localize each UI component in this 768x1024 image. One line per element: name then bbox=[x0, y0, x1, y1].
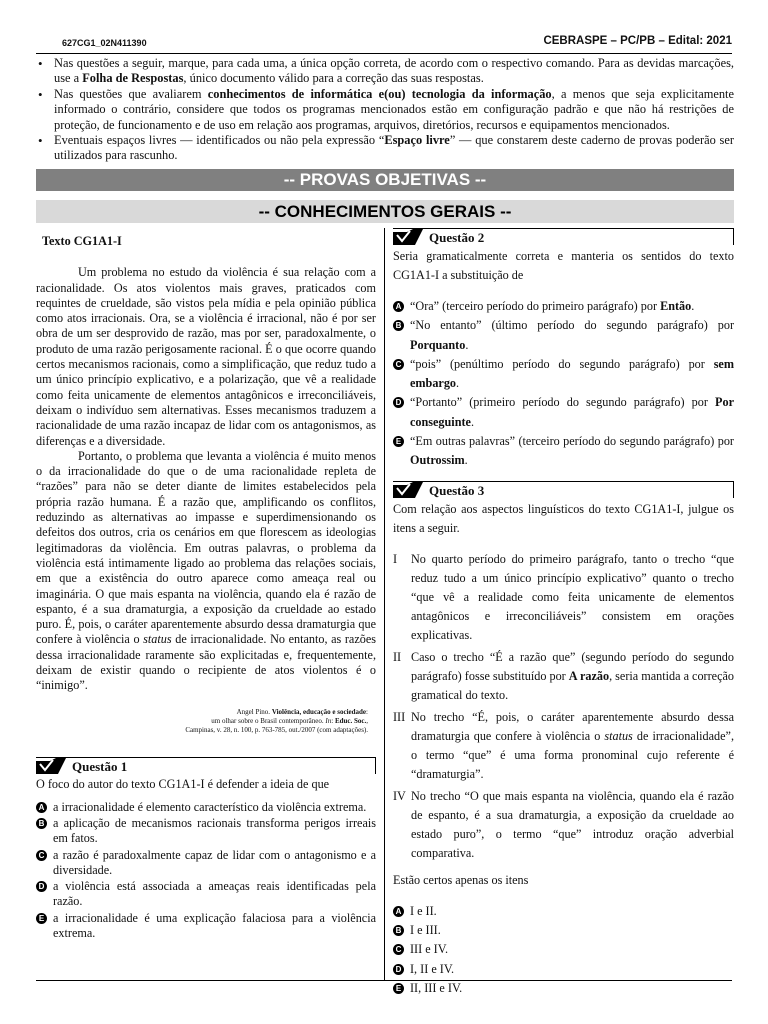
text-run: Nas questões a seguir, marque, para cada uma, a única opção correta, de acordo com o respectivo comando. Para as devidas marcações, use a bbox=[54, 56, 734, 86]
text-run: “No entanto” (último período do segundo parágrafo) por bbox=[410, 318, 734, 333]
question-marker-icon bbox=[393, 229, 423, 245]
option-c[interactable] bbox=[393, 940, 734, 959]
bold-text: conhecimentos de informática e(ou) tecnologia da informação bbox=[207, 86, 552, 101]
bold-text: A razão bbox=[568, 668, 610, 683]
column-divider bbox=[384, 228, 385, 980]
option-a[interactable] bbox=[36, 800, 376, 815]
option-text bbox=[53, 800, 366, 814]
question-1-label: Questão 1 bbox=[72, 758, 128, 774]
option-letter-b: B bbox=[36, 818, 47, 829]
question-2-stem bbox=[393, 247, 734, 285]
bold-text: Folha de Respostas bbox=[82, 71, 184, 86]
text-run: Portanto, o problema que levanta a violência é muito menos o da irracionalidade do que o de uma racionalidade repleta de “razões” para não se deter diante de limites estabelecidos pela própria razão humana. É a razão que, amplificando os conflitos, reduzindo as alternativas ao impasse e superdimensionando os defeitos dos outros, cria os cenários em que florescem as ideologias legitimadoras da violência. Em outras palavras, o problema da violência está intimamente ligado ao problema das relações sociais, em que a existência do outro aparece como ameaça real ou imaginária. O que mais espanta na violência, quando ela é razão de espanto, é a sua dramaturgia, a exposição da crueldade ao estado puro. É, pois, o caráter aparentemente absurdo dessa dramaturgia que confere à violência o bbox=[36, 448, 376, 647]
option-text bbox=[410, 318, 734, 351]
option-d[interactable] bbox=[393, 960, 734, 979]
option-letter-c: C bbox=[393, 944, 404, 955]
question-3-conclusion bbox=[393, 871, 734, 890]
text-run: . bbox=[470, 414, 474, 429]
option-letter-b: B bbox=[393, 925, 404, 936]
option-text bbox=[410, 434, 734, 467]
text-run: “Portanto” (primeiro período do segundo parágrafo) por bbox=[410, 395, 716, 410]
statement-number: IV bbox=[393, 788, 406, 803]
text-title: Texto CG1A1-I bbox=[42, 234, 122, 248]
section-banner-gerais: -- CONHECIMENTOS GERAIS -- bbox=[36, 200, 734, 223]
text-run: : bbox=[331, 716, 335, 725]
text-run: “Ora” (terceiro período do primeiro parágrafo) por bbox=[410, 299, 661, 313]
statement-number: III bbox=[393, 709, 406, 724]
option-letter-a: A bbox=[393, 301, 404, 312]
bold-text: Então bbox=[660, 299, 692, 313]
instruction-item bbox=[36, 56, 734, 87]
question-3-label: Questão 3 bbox=[429, 482, 485, 498]
option-text bbox=[410, 357, 734, 390]
bold-text: Violência, educação e sociedade bbox=[271, 707, 367, 716]
text-run: , a menos que seja explicitamente informado o contrário, considere que todos os programas mencionados estão em configuração padrão e que não há restrições de proteção, de funcionamento e de uso em relação aos programas, arquivos, diretórios, recursos e equipamentos mencionados. bbox=[54, 86, 734, 132]
text-run: . bbox=[465, 337, 469, 352]
question-1-options bbox=[36, 800, 376, 942]
text-run: , seria mantida a correção gramatical do texto. bbox=[411, 668, 734, 702]
statement-item bbox=[393, 550, 734, 645]
option-text bbox=[410, 981, 462, 995]
text-run: de irracionalidade. No entanto, as razões dessa irracionalidade raramente são explicitadas e, frequentemente, deixam de existir quando o recipiente de atos violentos é o “inimigo”. bbox=[36, 632, 376, 693]
question-2 bbox=[393, 228, 734, 471]
bold-text: Espaço livre bbox=[384, 133, 450, 148]
text-run: a aplicação de mecanismos racionais transforma perigos irreais em fatos. bbox=[53, 815, 376, 846]
option-text bbox=[410, 904, 437, 918]
text-run: ” — que constarem deste caderno de provas poderão ser utilizados para rascunho. bbox=[54, 133, 734, 163]
statement-item bbox=[393, 708, 734, 784]
option-letter-b: B bbox=[393, 320, 404, 331]
statement-text bbox=[411, 710, 734, 781]
text-run: No quarto período do primeiro parágrafo, tanto o trecho “que reduz tudo a um único princípio explicativo” quanto o trecho “que vê a realidade como feita unicamente de elementos antagônicos e irreconciliáveis” consistem em orações explicativas. bbox=[411, 551, 734, 642]
text-run: a razão é paradoxalmente capaz de lidar com o antagonismo e a diversidade. bbox=[53, 847, 376, 877]
text-run: No trecho “O que mais espanta na violência, quando ela é razão de espanto, é a sua dramaturgia, a exposição da crueldade ao estado puro”, o termo “que” introduz oração adverbial comparativa. bbox=[411, 788, 734, 860]
statement-number: II bbox=[393, 649, 402, 664]
question-marker-icon bbox=[393, 482, 423, 498]
text-run: “Em outras palavras” (terceiro período do segundo parágrafo) por bbox=[410, 434, 734, 449]
question-1 bbox=[36, 757, 376, 942]
option-letter-a: A bbox=[36, 802, 47, 813]
citation-line bbox=[36, 717, 368, 726]
option-letter-d: D bbox=[36, 881, 47, 892]
text-run: , bbox=[366, 716, 368, 725]
question-3-options bbox=[393, 902, 734, 998]
statement-text bbox=[411, 789, 734, 860]
text-run: a irracionalidade é uma explicação falaciosa para a violência extrema. bbox=[53, 910, 376, 940]
option-text bbox=[410, 962, 454, 976]
text-run: Campinas, v. 28, n. 100, p. 763-785, out./2007 (com adaptações). bbox=[185, 725, 368, 734]
text-paragraph-2 bbox=[36, 449, 376, 694]
text-run: Caso o trecho “É a razão que” (segundo período do segundo parágrafo) fosse substituído por bbox=[411, 649, 734, 683]
option-a[interactable] bbox=[393, 902, 734, 921]
italic-text: In bbox=[325, 716, 332, 725]
exam-code: 627CG1_02N411390 bbox=[62, 38, 147, 48]
text-run: Nas questões que avaliarem bbox=[54, 86, 208, 101]
option-b[interactable] bbox=[393, 921, 734, 940]
question-3-stem bbox=[393, 500, 734, 538]
statement-number: I bbox=[393, 551, 398, 566]
option-text bbox=[53, 911, 376, 940]
text-run: , único documento válido para a correção das suas respostas. bbox=[183, 71, 484, 86]
exam-title: CEBRASPE – PC/PB – Edital: 2021 bbox=[543, 35, 732, 47]
text-run: . bbox=[691, 299, 695, 313]
text-run: Um problema no estudo da violência é sua relação com a racionalidade. Os atos violentos mais graves, praticados com requintes de crueldade, são vistos pela mídia e pela opinião pública como atos irracionais. Ora, se a violência é irracional, não é por ser obra de um ser desprovido de razão, mas por ser, paradoxalmente, o produto de uma razão perigosamente racional. É o que ocorre quando certos mecanismos racionais, como a simplificação, que reduz tudo a um único princípio explicativo, e a polarização, que vê a realidade como feita unicamente de elementos antagônicos e irreconciliáveis, deixam o indivíduo sem alternativas. Esses mecanismos traduzem a racionalidade de uma razão incapaz de lidar com os antagonismos, as diferenças e a diversidade. bbox=[36, 265, 376, 448]
option-e[interactable] bbox=[393, 432, 734, 471]
statement-text bbox=[411, 552, 734, 642]
question-3-header bbox=[393, 481, 734, 498]
text-run: de irracionalidade”, o termo “que” é uma forma pronominal cujo referente é “dramaturgia”. bbox=[411, 728, 734, 781]
question-marker-icon bbox=[36, 758, 66, 774]
option-letter-c: C bbox=[393, 359, 404, 370]
option-b[interactable] bbox=[393, 316, 734, 355]
footer-rule bbox=[36, 980, 732, 981]
option-b[interactable] bbox=[36, 816, 376, 847]
option-text bbox=[410, 923, 441, 937]
text-run: . bbox=[456, 376, 460, 391]
option-text bbox=[410, 299, 694, 313]
text-run: Angel Pino. bbox=[236, 707, 272, 716]
text-run: Estão certos apenas os itens bbox=[393, 872, 529, 887]
option-e[interactable] bbox=[36, 911, 376, 942]
question-3 bbox=[393, 481, 734, 998]
option-letter-d: D bbox=[393, 964, 404, 975]
text-run: . bbox=[464, 453, 468, 468]
bold-text: Por conseguinte bbox=[410, 395, 734, 429]
citation-line bbox=[36, 726, 368, 735]
option-text bbox=[410, 942, 448, 956]
question-2-options bbox=[393, 297, 734, 471]
text-run: I, II e IV. bbox=[410, 961, 455, 976]
instruction-item bbox=[36, 87, 734, 133]
text-run: a violência está associada a ameaças reais identificadas pela razão. bbox=[53, 879, 376, 909]
bold-text: Educ. Soc. bbox=[334, 716, 367, 725]
text-run: : bbox=[366, 707, 368, 716]
text-run: Com relação aos aspectos linguísticos do texto CG1A1-I, julgue os itens a seguir. bbox=[393, 501, 734, 535]
text-run: Seria gramaticalmente correta e manteria os sentidos do texto CG1A1-I a substituição de bbox=[393, 249, 734, 282]
text-paragraph-1 bbox=[36, 265, 376, 449]
italic-text: status bbox=[143, 632, 172, 647]
option-letter-c: C bbox=[36, 850, 47, 861]
right-column bbox=[393, 228, 734, 998]
text-run: III e IV. bbox=[410, 942, 449, 957]
text-run: II, III e IV. bbox=[410, 980, 463, 995]
option-text bbox=[53, 848, 376, 877]
question-2-label: Questão 2 bbox=[429, 230, 485, 245]
question-1-header bbox=[36, 757, 376, 774]
text-run: “pois” (penúltimo período do segundo parágrafo) por bbox=[410, 356, 714, 371]
statement-text bbox=[411, 650, 734, 702]
text-run: Eventuais espaços livres — identificados ou não pela expressão “ bbox=[54, 133, 385, 148]
statement-item bbox=[393, 648, 734, 705]
question-3-items bbox=[393, 550, 734, 863]
section-banner-objetivas: -- PROVAS OBJETIVAS -- bbox=[36, 169, 734, 191]
option-e[interactable] bbox=[393, 979, 734, 998]
question-2-header bbox=[393, 228, 734, 245]
text-citation bbox=[36, 708, 368, 735]
option-c[interactable] bbox=[36, 848, 376, 879]
text-run: I e II. bbox=[410, 903, 437, 918]
question-1-stem bbox=[36, 776, 376, 792]
text-run: a irracionalidade é elemento característico da violência extrema. bbox=[53, 799, 367, 814]
option-letter-a: A bbox=[393, 906, 404, 917]
option-d[interactable] bbox=[36, 879, 376, 910]
option-text bbox=[53, 879, 376, 908]
italic-text: status bbox=[604, 728, 633, 743]
option-letter-e: E bbox=[393, 983, 404, 994]
instruction-item bbox=[36, 133, 734, 164]
option-c[interactable] bbox=[393, 355, 734, 394]
bold-text: Porquanto bbox=[410, 337, 466, 352]
left-column bbox=[36, 230, 376, 942]
option-text bbox=[53, 816, 376, 845]
text-run: um olhar sobre o Brasil contemporâneo. bbox=[211, 716, 326, 725]
option-letter-e: E bbox=[393, 436, 404, 447]
option-a[interactable] bbox=[393, 297, 734, 316]
statement-item bbox=[393, 787, 734, 863]
text-run: O foco do autor do texto CG1A1-I é defender a ideia de que bbox=[36, 776, 330, 791]
citation-line bbox=[36, 708, 368, 717]
bold-text: Outrossim bbox=[410, 453, 465, 468]
page-header bbox=[36, 35, 732, 54]
option-letter-d: D bbox=[393, 397, 404, 408]
text-run: I e III. bbox=[410, 922, 441, 937]
option-d[interactable] bbox=[393, 393, 734, 432]
bold-text: sem embargo bbox=[410, 356, 734, 391]
option-letter-e: E bbox=[36, 913, 47, 924]
text-run: No trecho “É, pois, o caráter aparentemente absurdo dessa dramaturgia que confere à violência o bbox=[411, 709, 734, 743]
option-text bbox=[410, 395, 734, 428]
instructions bbox=[36, 56, 734, 164]
